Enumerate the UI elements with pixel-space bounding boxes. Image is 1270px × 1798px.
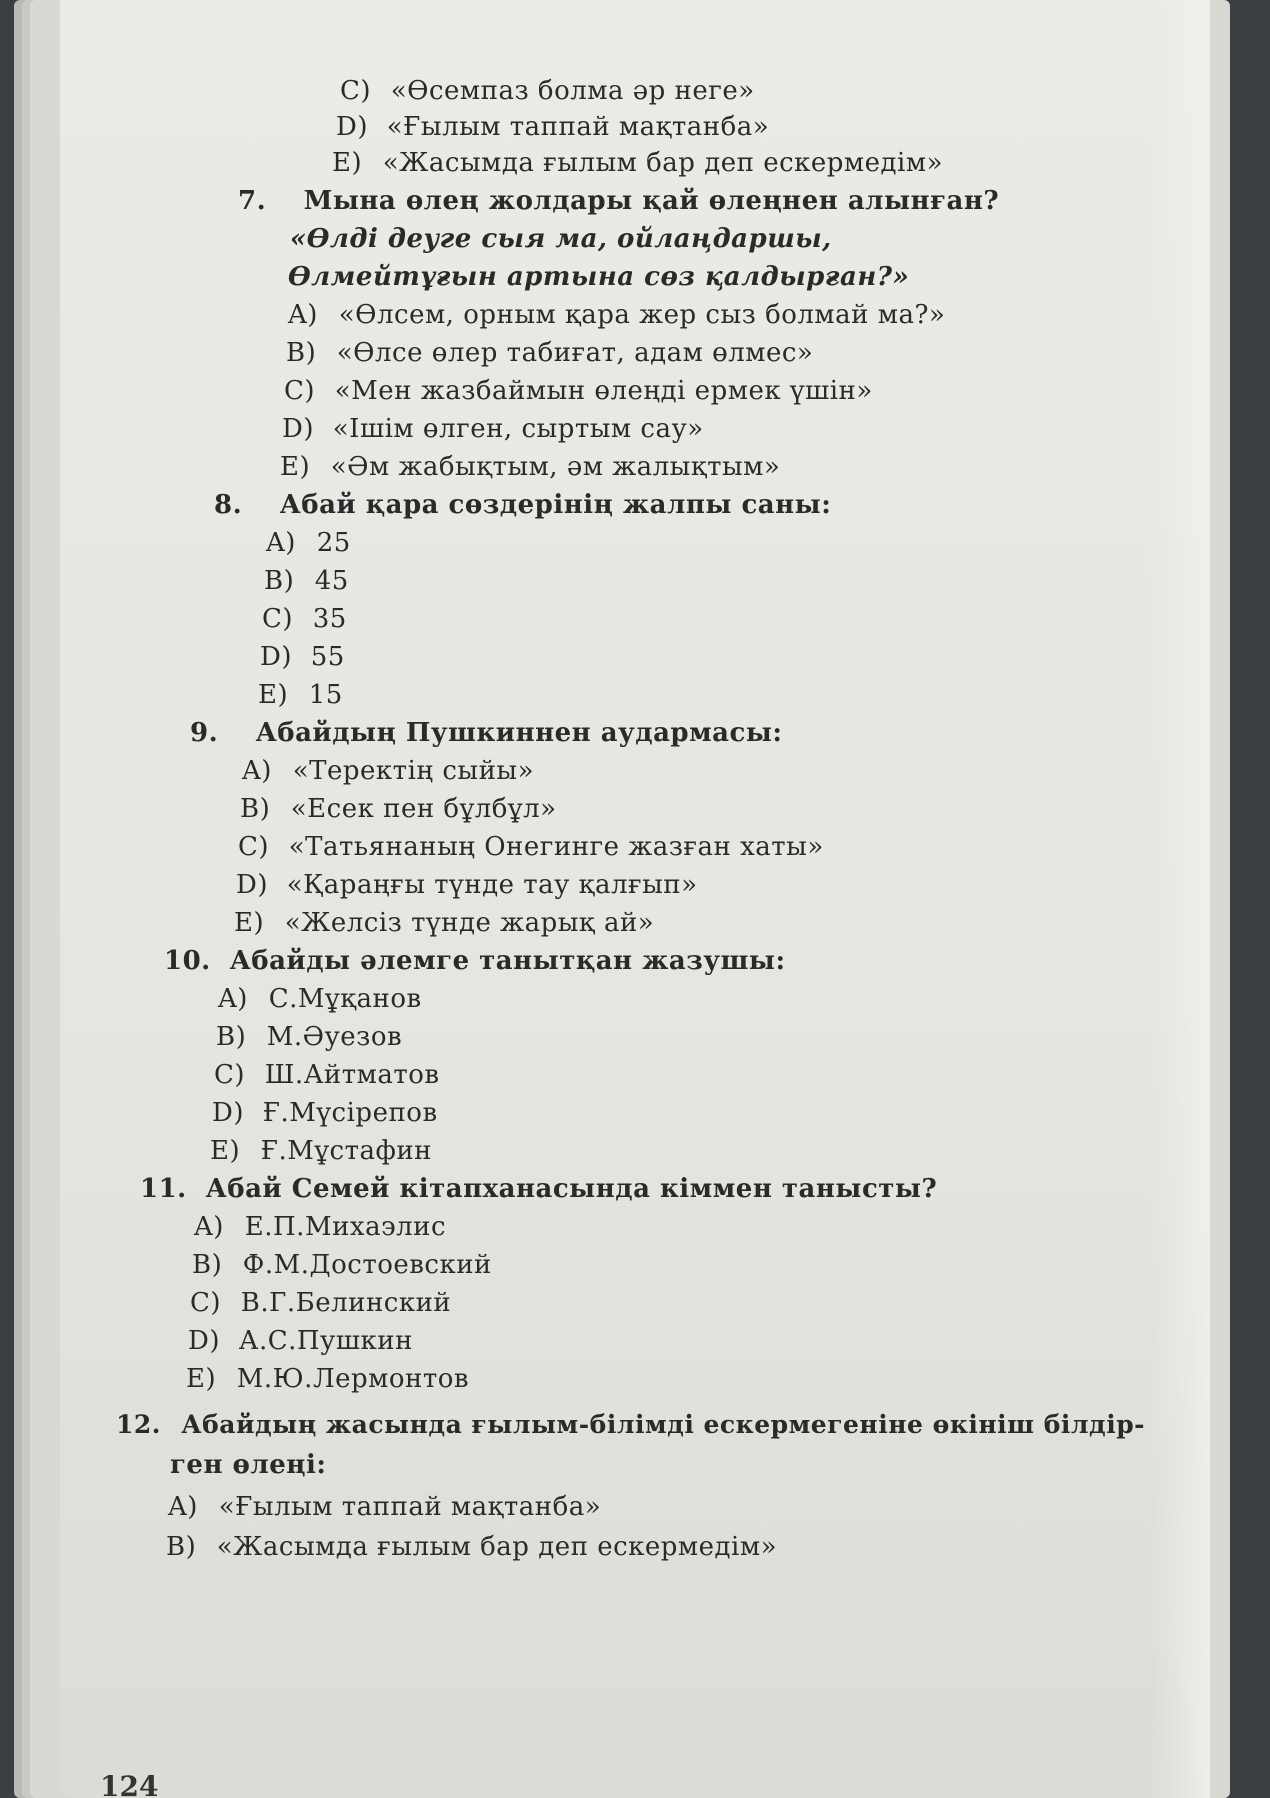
option-letter: C): [190, 1288, 222, 1318]
pre-option-e: [332, 148, 943, 178]
question-8-option-a: [266, 528, 351, 558]
question-text: Абай қара сөздерінің жалпы саны:: [279, 490, 832, 520]
option-text: «Өсемпаз болма әр неге»: [390, 76, 755, 106]
option-text: «Татьянаның Онегинге жазған хаты»: [288, 832, 824, 862]
option-text: «Мен жазбаймын өлеңді ермек үшін»: [334, 376, 873, 406]
question-11-option-d: [188, 1326, 413, 1356]
question-7-option-c: [284, 376, 873, 406]
question-9: [190, 718, 783, 748]
option-letter: B): [166, 1532, 197, 1562]
question-10-option-c: [214, 1060, 440, 1090]
option-letter: A): [218, 984, 248, 1014]
question-text: Абайды әлемге танытқан жазушы:: [229, 946, 786, 976]
question-8-option-e: [258, 680, 343, 710]
question-text: Абайдың Пушкиннен аудармасы:: [255, 718, 783, 748]
question-12: [116, 1410, 1145, 1439]
option-text: «Ғылым таппай мақтанба»: [218, 1492, 602, 1522]
option-letter: C): [238, 832, 270, 862]
page-content: [60, 0, 1210, 1798]
option-letter: D): [236, 870, 268, 900]
option-text: «Ғылым таппай мақтанба»: [386, 112, 770, 142]
question-7-option-a: [288, 300, 945, 330]
question-8: [214, 490, 831, 520]
question-8-option-b: [264, 566, 349, 596]
option-letter: C): [284, 376, 316, 406]
option-letter: A): [288, 300, 318, 330]
question-number: 10.: [164, 946, 211, 976]
option-letter: C): [340, 76, 372, 106]
question-11-option-b: [192, 1250, 492, 1280]
question-7-option-e: [280, 452, 780, 482]
book-page: [60, 0, 1210, 1798]
option-letter: E): [186, 1364, 217, 1394]
question-12-continuation: ген өлеңі:: [170, 1450, 327, 1480]
option-letter: C): [262, 604, 294, 634]
option-text: «Ішім өлген, сыртым сау»: [332, 414, 704, 444]
question-10-option-d: [212, 1098, 438, 1128]
page-number: 124: [100, 1770, 159, 1798]
question-7-quote-line-2: Өлмейтұғын артына сөз қалдырған?»: [288, 262, 910, 292]
question-10: [164, 946, 786, 976]
question-11-option-e: [186, 1364, 469, 1394]
option-text: «Әм жабықтым, әм жалықтым»: [330, 452, 781, 482]
option-text: Ф.М.Достоевский: [242, 1250, 492, 1280]
pre-option-c: [340, 76, 755, 106]
question-12-option-b: [166, 1532, 777, 1562]
option-letter: D): [212, 1098, 244, 1128]
option-text: «Өлсе өлер табиғат, адам өлмес»: [336, 338, 814, 368]
option-letter: B): [216, 1022, 247, 1052]
option-text: «Теректің сыйы»: [292, 756, 534, 786]
option-letter: A): [168, 1492, 198, 1522]
option-letter: D): [282, 414, 314, 444]
option-letter: B): [192, 1250, 223, 1280]
question-10-option-b: [216, 1022, 402, 1052]
option-letter: E): [234, 908, 265, 938]
option-letter: D): [188, 1326, 220, 1356]
question-number: 9.: [190, 718, 219, 748]
option-text: «Жасымда ғылым бар деп ескермедім»: [216, 1532, 777, 1562]
option-letter: E): [332, 148, 363, 178]
option-text: «Есек пен бұлбұл»: [290, 794, 557, 824]
question-8-option-d: [260, 642, 345, 672]
question-9-option-e: [234, 908, 654, 938]
question-text: Мына өлең жолдары қай өлеңнен алынған?: [303, 186, 1000, 216]
option-letter: D): [336, 112, 368, 142]
question-10-option-e: [210, 1136, 432, 1166]
option-letter: C): [214, 1060, 246, 1090]
option-letter: A): [194, 1212, 224, 1242]
option-text: 25: [316, 528, 351, 558]
option-text: «Қараңғы түнде тау қалғып»: [286, 870, 698, 900]
question-text: Абай Семей кітапханасында кіммен танысты?: [205, 1174, 938, 1204]
question-number: 12.: [116, 1410, 161, 1439]
option-text: М.Әуезов: [266, 1022, 403, 1052]
option-text: Ғ.Мүсірепов: [262, 1098, 438, 1128]
option-text: С.Мұқанов: [268, 984, 422, 1014]
option-letter: B): [264, 566, 295, 596]
option-text: 35: [312, 604, 347, 634]
question-7-quote-line-1: «Өлді деуге сыя ма, ойлаңдаршы,: [290, 224, 832, 254]
question-number: 11.: [140, 1174, 187, 1204]
option-text: 45: [314, 566, 349, 596]
question-12-option-a: [168, 1492, 601, 1522]
option-text: 15: [308, 680, 343, 710]
option-text: М.Ю.Лермонтов: [236, 1364, 470, 1394]
option-text: 55: [310, 642, 345, 672]
option-text: «Жасымда ғылым бар деп ескермедім»: [382, 148, 943, 178]
option-letter: E): [210, 1136, 241, 1166]
question-7-option-d: [282, 414, 704, 444]
option-letter: E): [258, 680, 289, 710]
option-text: «Өлсем, орным қара жер сыз болмай ма?»: [338, 300, 946, 330]
question-11-option-c: [190, 1288, 451, 1318]
question-7-option-b: [286, 338, 813, 368]
option-text: Е.П.Михаэлис: [244, 1212, 447, 1242]
question-9-option-a: [242, 756, 534, 786]
question-10-option-a: [218, 984, 422, 1014]
question-number: 8.: [214, 490, 243, 520]
question-9-option-c: [238, 832, 824, 862]
option-letter: B): [286, 338, 317, 368]
option-text: В.Г.Белинский: [240, 1288, 452, 1318]
option-letter: A): [242, 756, 272, 786]
question-text: Абайдың жасында ғылым-білімді ескермегеніне өкініш білдір-: [181, 1410, 1146, 1439]
question-11-option-a: [194, 1212, 446, 1242]
question-number: 7.: [238, 186, 267, 216]
option-letter: E): [280, 452, 311, 482]
question-8-option-c: [262, 604, 347, 634]
question-11: [140, 1174, 937, 1204]
option-text: А.С.Пушкин: [238, 1326, 413, 1356]
option-text: «Желсіз түнде жарық ай»: [284, 908, 655, 938]
question-7: [238, 186, 999, 216]
option-letter: A): [266, 528, 296, 558]
option-letter: B): [240, 794, 271, 824]
option-letter: D): [260, 642, 292, 672]
question-9-option-b: [240, 794, 557, 824]
option-text: Ш.Айтматов: [264, 1060, 440, 1090]
option-text: Ғ.Мұстафин: [260, 1136, 433, 1166]
pre-option-d: [336, 112, 769, 142]
question-9-option-d: [236, 870, 698, 900]
